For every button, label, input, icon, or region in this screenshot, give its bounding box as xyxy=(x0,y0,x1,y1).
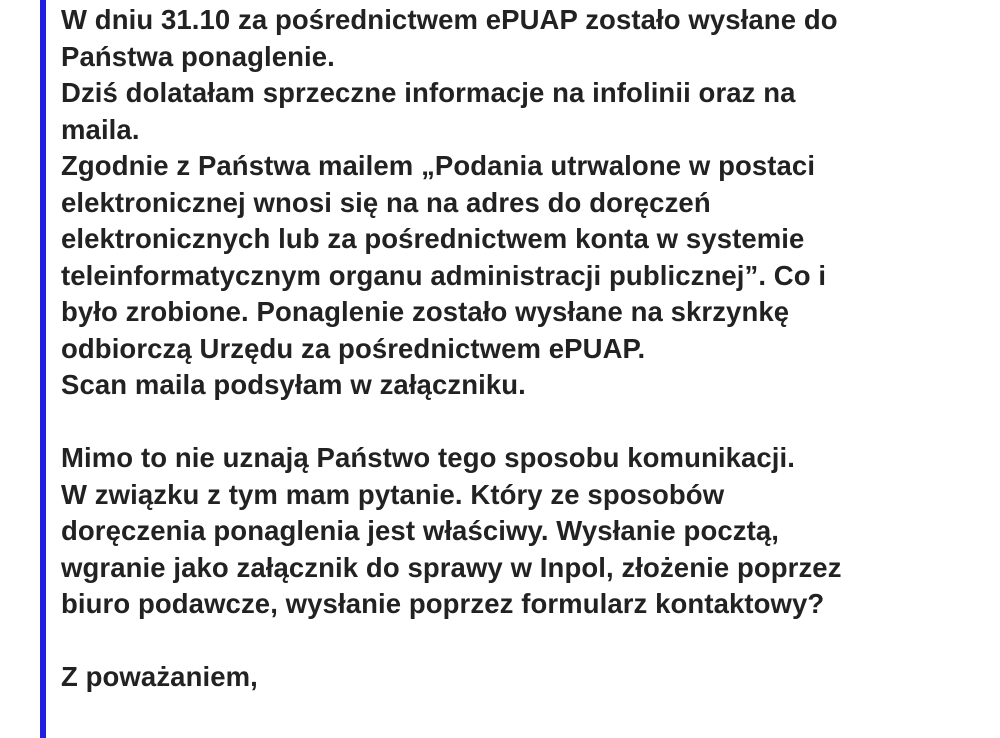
text-line: W związku z tym mam pytanie. Który ze sposobów xyxy=(61,478,725,510)
paragraph-gap xyxy=(61,623,986,660)
text-line: było zrobione. Ponaglenie zostało wysłane na skrzynkę xyxy=(61,296,790,327)
paragraph-1 xyxy=(61,2,986,404)
text-line: Mimo to nie uznają Państwo tego sposobu komunikacji. xyxy=(61,442,796,473)
text-line: elektronicznych lub za pośrednictwem konta w systemie xyxy=(61,223,805,254)
text-line: biuro podawcze, wysłanie poprzez formularz kontaktowy? xyxy=(61,588,825,619)
text-line: W dniu 31.10 za pośrednictwem ePUAP zostało wysłane do xyxy=(61,4,838,35)
text-line: wgranie jako załącznik do sprawy w Inpol, złożenie poprzez xyxy=(61,551,842,583)
text-line: teleinformatycznym organu administracji publicznej”. Co i xyxy=(61,259,827,291)
text-line: Scan maila podsyłam w załączniku. xyxy=(61,369,526,400)
text-line: maila. xyxy=(61,113,140,145)
text-line: odbiorczą Urzędu za pośrednictwem ePUAP. xyxy=(61,332,646,364)
text-line: Dziś dolatałam sprzeczne informacje na infolinii oraz na xyxy=(61,77,796,108)
text-line: doręczenia ponaglenia jest właściwy. Wysłanie pocztą, xyxy=(61,515,779,546)
sign-off xyxy=(61,659,986,696)
text-line: elektronicznej wnosi się na na adres do doręczeń xyxy=(61,186,711,218)
text-line: Zgodnie z Państwa mailem „Podania utrwalone w postaci xyxy=(61,150,816,181)
closing-line: Z poważaniem, xyxy=(61,661,258,692)
quote-bar xyxy=(40,0,46,738)
paragraph-gap xyxy=(61,404,986,441)
text-line: Państwa ponaglenie. xyxy=(61,40,335,72)
paragraph-2 xyxy=(61,440,986,623)
email-message-body xyxy=(61,2,986,696)
